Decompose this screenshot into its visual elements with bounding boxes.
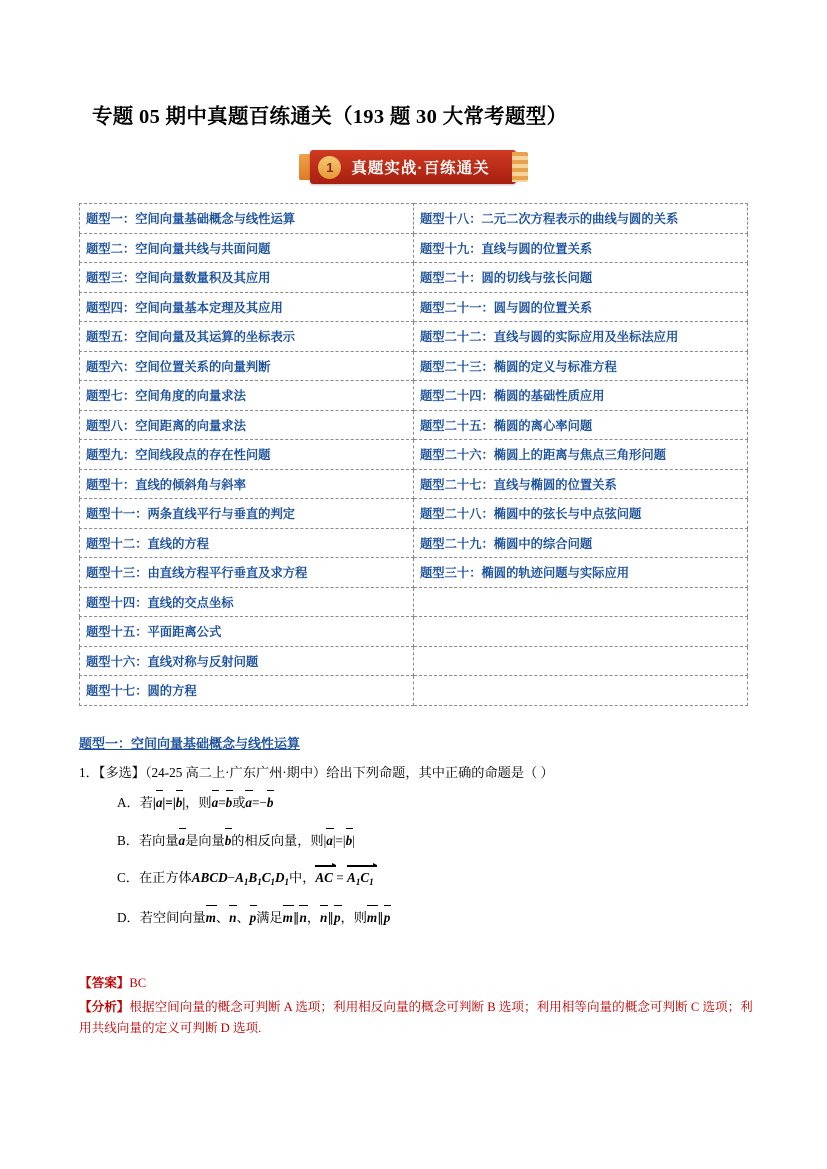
analysis-line <box>79 997 759 1039</box>
section-heading: 题型一：空间向量基础概念与线性运算 <box>79 736 301 751</box>
table-row <box>80 263 748 293</box>
index-item-label: 题型一：空间向量基础概念与线性运算 <box>86 212 296 227</box>
index-cell-left[interactable] <box>80 587 414 617</box>
choice-c[interactable]: C．在正方体$ABCD-A_1B_1C_1D_1$中，AC = $A_1C_1$ <box>117 868 759 890</box>
choice-c-letter: C． <box>117 870 139 886</box>
index-cell-right[interactable] <box>414 558 748 588</box>
index-cell-right[interactable] <box>414 263 748 293</box>
index-cell-left[interactable] <box>80 499 414 529</box>
index-item-label: 题型二十三：椭圆的定义与标准方程 <box>420 359 617 374</box>
index-cell-right-empty <box>414 587 748 617</box>
answer-label: 【答案】 <box>79 976 130 990</box>
answer-analysis-block <box>79 973 759 1038</box>
index-cell-right[interactable] <box>414 233 748 263</box>
index-item-label: 题型十：直线的倾斜角与斜率 <box>86 477 246 492</box>
index-cell-right[interactable] <box>414 499 748 529</box>
index-item-label: 题型十三：由直线方程平行垂直及求方程 <box>86 566 308 581</box>
banner-right-decoration <box>512 152 528 182</box>
answer-line <box>79 973 759 994</box>
index-item-label: 题型十七：圆的方程 <box>86 684 197 699</box>
index-item-label: 题型二十二：直线与圆的实际应用及坐标法应用 <box>420 330 679 345</box>
table-row <box>80 292 748 322</box>
index-cell-left[interactable] <box>80 646 414 676</box>
table-row <box>80 351 748 381</box>
index-item-label: 题型六：空间位置关系的向量判断 <box>86 359 271 374</box>
table-row <box>80 440 748 470</box>
index-cell-left[interactable] <box>80 558 414 588</box>
table-row <box>80 558 748 588</box>
index-cell-right[interactable] <box>414 528 748 558</box>
question-number: 1． <box>79 765 99 780</box>
index-cell-right-empty <box>414 646 748 676</box>
index-item-label: 题型九：空间线段点的存在性问题 <box>86 448 271 463</box>
choice-a-expr: |a|=|b| <box>153 795 185 810</box>
index-cell-left[interactable] <box>80 440 414 470</box>
index-item-label: 题型二：空间向量共线与共面问题 <box>86 241 271 256</box>
index-item-label: 题型十六：直线对称与反射问题 <box>86 654 259 669</box>
index-item-label: 题型二十七：直线与椭圆的位置关系 <box>420 477 617 492</box>
index-cell-left[interactable] <box>80 617 414 647</box>
table-row <box>80 322 748 352</box>
index-cell-right[interactable] <box>414 351 748 381</box>
index-cell-left[interactable] <box>80 528 414 558</box>
index-item-label: 题型二十五：椭圆的离心率问题 <box>420 418 593 433</box>
index-cell-right[interactable] <box>414 322 748 352</box>
index-item-label: 题型二十六：椭圆上的距离与焦点三角形问题 <box>420 448 666 463</box>
page-title: 专题 05 期中真题百练通关（193 题 30 大常考题型） <box>92 106 568 128</box>
index-item-label: 题型三十：椭圆的轨迹问题与实际应用 <box>420 566 630 581</box>
index-item-label: 题型八：空间距离的向量求法 <box>86 418 246 433</box>
index-item-label: 题型十八：二元二次方程表示的曲线与圆的关系 <box>420 212 679 227</box>
index-item-label: 题型五：空间向量及其运算的坐标表示 <box>86 330 296 345</box>
choice-a[interactable]: A．若|a|=|b|，则a=b或a=−b <box>117 793 759 813</box>
index-cell-right[interactable] <box>414 204 748 234</box>
table-row <box>80 528 748 558</box>
banner-number: 1 <box>318 156 341 179</box>
index-item-label: 题型十九：直线与圆的位置关系 <box>420 241 593 256</box>
choice-d[interactable]: D．若空间向量m、n、p满足m∥n，n∥p，则m∥p <box>117 908 759 928</box>
table-row <box>80 381 748 411</box>
index-cell-left[interactable] <box>80 351 414 381</box>
index-item-label: 题型十一：两条直线平行与垂直的判定 <box>86 507 296 522</box>
table-row <box>80 469 748 499</box>
table-row <box>80 646 748 676</box>
table-row <box>80 233 748 263</box>
index-cell-right[interactable] <box>414 381 748 411</box>
choice-a-letter: A． <box>117 794 140 810</box>
index-item-label: 题型二十九：椭圆中的综合问题 <box>420 536 593 551</box>
index-item-label: 题型三：空间向量数量积及其应用 <box>86 271 271 286</box>
index-cell-right[interactable] <box>414 469 748 499</box>
table-row <box>80 617 748 647</box>
index-cell-right[interactable] <box>414 292 748 322</box>
analysis-label: 【分析】 <box>79 999 130 1014</box>
question-stem-line <box>79 763 759 783</box>
table-row <box>80 204 748 234</box>
table-row <box>80 676 748 706</box>
index-item-label: 题型二十：圆的切线与弦长问题 <box>420 271 593 286</box>
section-banner <box>0 148 827 186</box>
choice-d-letter: D． <box>117 909 140 925</box>
analysis-text: 根据空间向量的概念可判断 A 选项；利用相反向量的概念可判断 B 选项；利用相等向量的概念可判断 C 选项；利用共线向量的定义可判断 D 选项. <box>79 999 753 1035</box>
index-cell-left[interactable] <box>80 322 414 352</box>
table-row <box>80 499 748 529</box>
index-item-label: 题型十四：直线的交点坐标 <box>86 595 234 610</box>
index-cell-left[interactable] <box>80 233 414 263</box>
question-type-tag: 【多选】 <box>98 765 145 780</box>
index-item-label: 题型十二：直线的方程 <box>86 536 209 551</box>
index-cell-left[interactable] <box>80 469 414 499</box>
index-cell-right-empty <box>414 617 748 647</box>
index-cell-right[interactable] <box>414 440 748 470</box>
choice-b[interactable]: B．若向量a是向量b的相反向量，则|a|=|b| <box>117 831 759 851</box>
question-source: （24-25 高二上·广东广州·期中） <box>144 765 327 780</box>
choice-b-letter: B． <box>117 832 139 848</box>
question-block <box>79 763 759 946</box>
index-cell-right-empty <box>414 676 748 706</box>
index-cell-left[interactable] <box>80 292 414 322</box>
index-item-label: 题型二十一：圆与圆的位置关系 <box>420 300 593 315</box>
answer-value: BC <box>129 976 147 990</box>
index-cell-right[interactable] <box>414 410 748 440</box>
index-item-label: 题型七：空间角度的向量求法 <box>86 389 246 404</box>
table-row <box>80 587 748 617</box>
index-item-label: 题型二十八：椭圆中的弦长与中点弦问题 <box>420 507 642 522</box>
index-cell-left[interactable] <box>80 410 414 440</box>
index-item-label: 题型四：空间向量基本定理及其应用 <box>86 300 283 315</box>
index-cell-left[interactable] <box>80 381 414 411</box>
index-item-label: 题型十五：平面距离公式 <box>86 625 222 640</box>
banner-label: 真题实战·百练通关 <box>351 160 490 177</box>
choice-list <box>79 793 759 928</box>
index-cell-left[interactable] <box>80 263 414 293</box>
index-item-label: 题型二十四：椭圆的基础性质应用 <box>420 389 605 404</box>
index-cell-left[interactable] <box>80 204 414 234</box>
table-row <box>80 410 748 440</box>
index-cell-left[interactable] <box>80 676 414 706</box>
question-type-index-table <box>79 203 748 706</box>
question-stem: 给出下列命题，其中正确的命题是（ ） <box>326 765 554 780</box>
